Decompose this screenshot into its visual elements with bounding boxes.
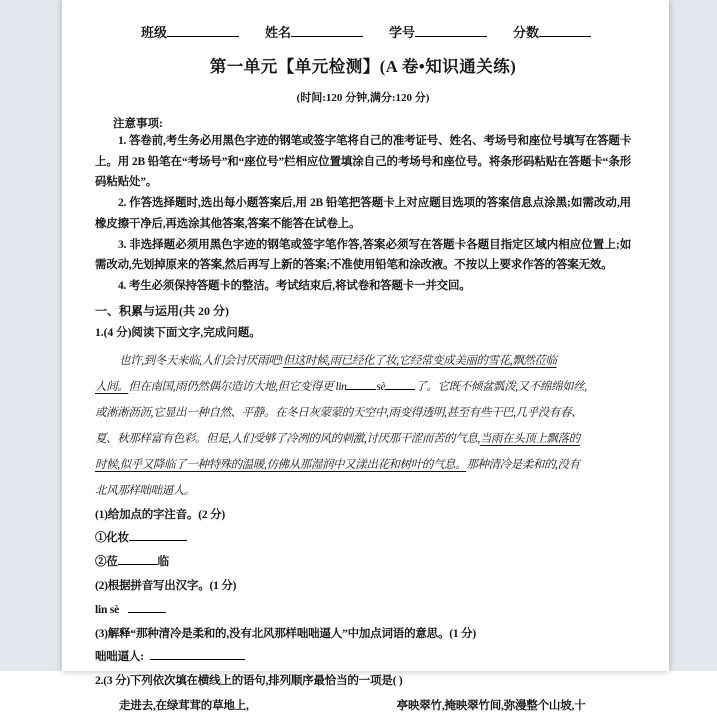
question-1-3-label: (3)解释“那种清冷是柔和的,没有北风那样咄咄逼人”中加点词语的意思。(1 分)	[95, 627, 477, 640]
paper-title: 第一单元【单元检测】(A 卷•知识通关练)	[209, 57, 517, 76]
exam-paper-page	[62, 0, 669, 712]
name-field-blank	[291, 24, 363, 37]
question-1-2-answer-line: lin sè	[95, 599, 631, 623]
passage-line: 或淅淅沥沥,它显出一种自然、平静。在冬日灰蒙蒙的天空中,雨变得透明,甚至有些干巴,几乎没有春、	[95, 406, 583, 419]
reading-passage	[95, 348, 631, 504]
passage-line: 时候,似乎又降临了一种特殊的温暖,仿佛从那湿润中又漾出花和树叶的气息。那种清冷是柔和的,没有	[95, 458, 580, 471]
class-field	[141, 22, 239, 41]
student-number-field-label: 学号	[389, 25, 416, 40]
question-1-stem: 1.(4 分)阅读下面文字,完成问题。	[95, 326, 261, 339]
notice-item-2: 2. 作答选择题时,选出每小题答案后,用 2B 铅笔把答题卡上对应题目选项的答案信息点涂黑;如需改动,用橡皮擦干净后,再选涂其他答案,答案不能答在试卷上。	[95, 197, 631, 230]
question-1-1-item-2: ②莅 临	[95, 551, 631, 575]
name-field-label: 姓名	[265, 25, 292, 40]
student-info-row	[141, 22, 631, 41]
notice-item-4: 4. 考生必须保持答题卡的整洁。考试结束后,将试卷和答题卡一并交回。	[118, 279, 471, 292]
notice-heading: 注意事项:	[113, 118, 163, 130]
passage-line: 夏、秋那样富有色彩。但是,人们受够了冷冽的风的刺激,讨厌那干涩而苦的气息,当雨在头顶上飘落的	[95, 432, 580, 445]
passage-line: 人间。但在南国,雨仍然偶尔造访大地,但它变得更 lin sè 了。它既不倾盆瓢泼,又不绵绵如丝,	[95, 374, 631, 400]
question-1-1-item-1: ①化妆	[95, 527, 631, 551]
paper-time-score-subtitle: (时间:120 分钟,满分:120 分)	[296, 92, 430, 104]
score-field-blank	[539, 24, 591, 37]
name-field	[265, 22, 363, 41]
student-number-field-blank	[415, 24, 487, 37]
class-field-label: 班级	[141, 25, 168, 40]
question-1-1-label: (1)给加点的字注音。(2 分)	[95, 508, 225, 521]
score-field-label: 分数	[513, 25, 540, 40]
student-number-field	[389, 22, 487, 41]
score-field	[513, 22, 591, 41]
question-1-3-answer-line: 咄咄逼人:	[95, 646, 631, 670]
question-1-2-label: (2)根据拼音写出汉字。(1 分)	[95, 580, 237, 593]
notice-item-3: 3. 非选择题必须用黑色字迹的钢笔或签字笔作答,答案必须写在答题卡各题目指定区域内相应位置上;如需改动,先划掉原来的答案,然后再写上新的答案;不准使用铅笔和涂改液。不按以上要求作答的答案无效。	[95, 238, 631, 272]
class-field-blank	[167, 24, 239, 37]
notice-item-1: 1. 答卷前,考生务必用黑色字迹的钢笔或签字笔将自己的准考证号、姓名、考场号和座位号填写在答题卡上。用 2B 铅笔在“考场号”和“座位号”栏相应位置填涂自己的考场号和座位号。将条形码粘贴在答题卡“条形码粘贴处”。	[95, 135, 631, 189]
passage-line: 也许,到冬天来临,人们会讨厌雨吧!但这时候,雨已经化了妆,它经常变成美丽的雪花,飘然莅临	[119, 354, 557, 367]
section-1-heading: 一、积累与运用(共 20 分)	[95, 303, 229, 318]
question-2-clipped-text-line: 走进去,在绿茸茸的草地上, 亭映翠竹,掩映翠竹间,弥漫整个山坡,十	[119, 700, 586, 712]
question-2-stem: 2.(3 分)下列依次填在横线上的语句,排列顺序最恰当的一项是( )	[95, 675, 403, 688]
passage-line: 北风那样咄咄逼人。	[95, 484, 195, 497]
